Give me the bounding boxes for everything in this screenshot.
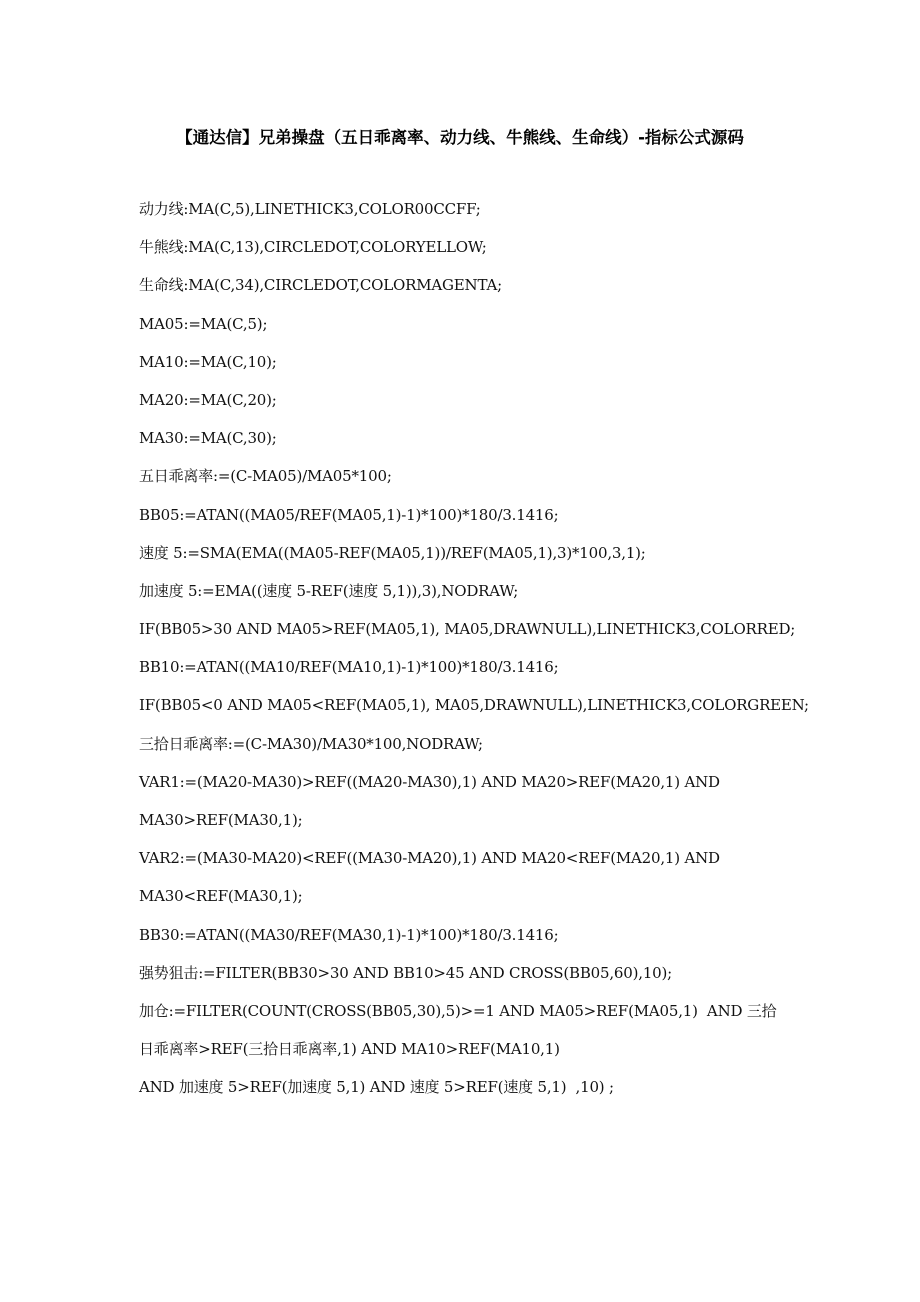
code-line: IF(BB05<0 AND MA05<REF(MA05,1), MA05,DRAWNULL),LINETHICK3,COLORGREEN;	[139, 696, 809, 715]
code-line: VAR1:=(MA20-MA30)>REF((MA20-MA30),1) AND MA20>REF(MA20,1) AND	[139, 772, 720, 791]
code-line: 加仓:=FILTER(COUNT(CROSS(BB05,30),5)>=1 AND MA05>REF(MA05,1) AND 三拾	[139, 1001, 777, 1020]
code-line: MA10:=MA(C,10);	[139, 352, 277, 371]
code-line: VAR2:=(MA30-MA20)<REF((MA30-MA20),1) AND MA20<REF(MA20,1) AND	[139, 849, 720, 868]
code-line: 三拾日乖离率:=(C-MA30)/MA30*100,NODRAW;	[139, 734, 483, 753]
code-line: BB05:=ATAN((MA05/REF(MA05,1)-1)*100)*180/3.1416;	[139, 505, 559, 524]
code-line: IF(BB05>30 AND MA05>REF(MA05,1), MA05,DRAWNULL),LINETHICK3,COLORRED;	[139, 620, 796, 639]
code-line: 生命线:MA(C,34),CIRCLEDOT,COLORMAGENTA;	[139, 276, 502, 295]
code-line: MA30<REF(MA30,1);	[139, 887, 303, 906]
code-line: BB10:=ATAN((MA10/REF(MA10,1)-1)*100)*180/3.1416;	[139, 658, 559, 677]
code-line: 五日乖离率:=(C-MA05)/MA05*100;	[139, 467, 392, 486]
code-line: MA30:=MA(C,30);	[139, 429, 277, 448]
formula-code-block	[139, 198, 839, 1115]
document-title: 【通达信】兄弟操盘（五日乖离率、动力线、牛熊线、生命线）-指标公式源码	[176, 128, 744, 147]
code-line: AND 加速度 5>REF(加速度 5,1) AND 速度 5>REF(速度 5,1) ,10) ;	[139, 1078, 614, 1097]
code-line: 动力线:MA(C,5),LINETHICK3,COLOR00CCFF;	[139, 200, 481, 218]
code-line: 牛熊线:MA(C,13),CIRCLEDOT,COLORYELLOW;	[139, 238, 487, 257]
code-line: 强势狙击:=FILTER(BB30>30 AND BB10>45 AND CROSS(BB05,60),10);	[139, 963, 673, 982]
code-line: MA20:=MA(C,20);	[139, 390, 277, 409]
code-line: 日乖离率>REF(三拾日乖离率,1) AND MA10>REF(MA10,1)	[139, 1040, 560, 1059]
code-line: MA30>REF(MA30,1);	[139, 811, 303, 829]
code-line: BB30:=ATAN((MA30/REF(MA30,1)-1)*100)*180/3.1416;	[139, 925, 559, 944]
code-line: MA05:=MA(C,5);	[139, 314, 268, 333]
code-line: 加速度 5:=EMA((速度 5-REF(速度 5,1)),3),NODRAW;	[139, 581, 519, 600]
code-line: 速度 5:=SMA(EMA((MA05-REF(MA05,1))/REF(MA05,1),3)*100,3,1);	[139, 543, 646, 562]
